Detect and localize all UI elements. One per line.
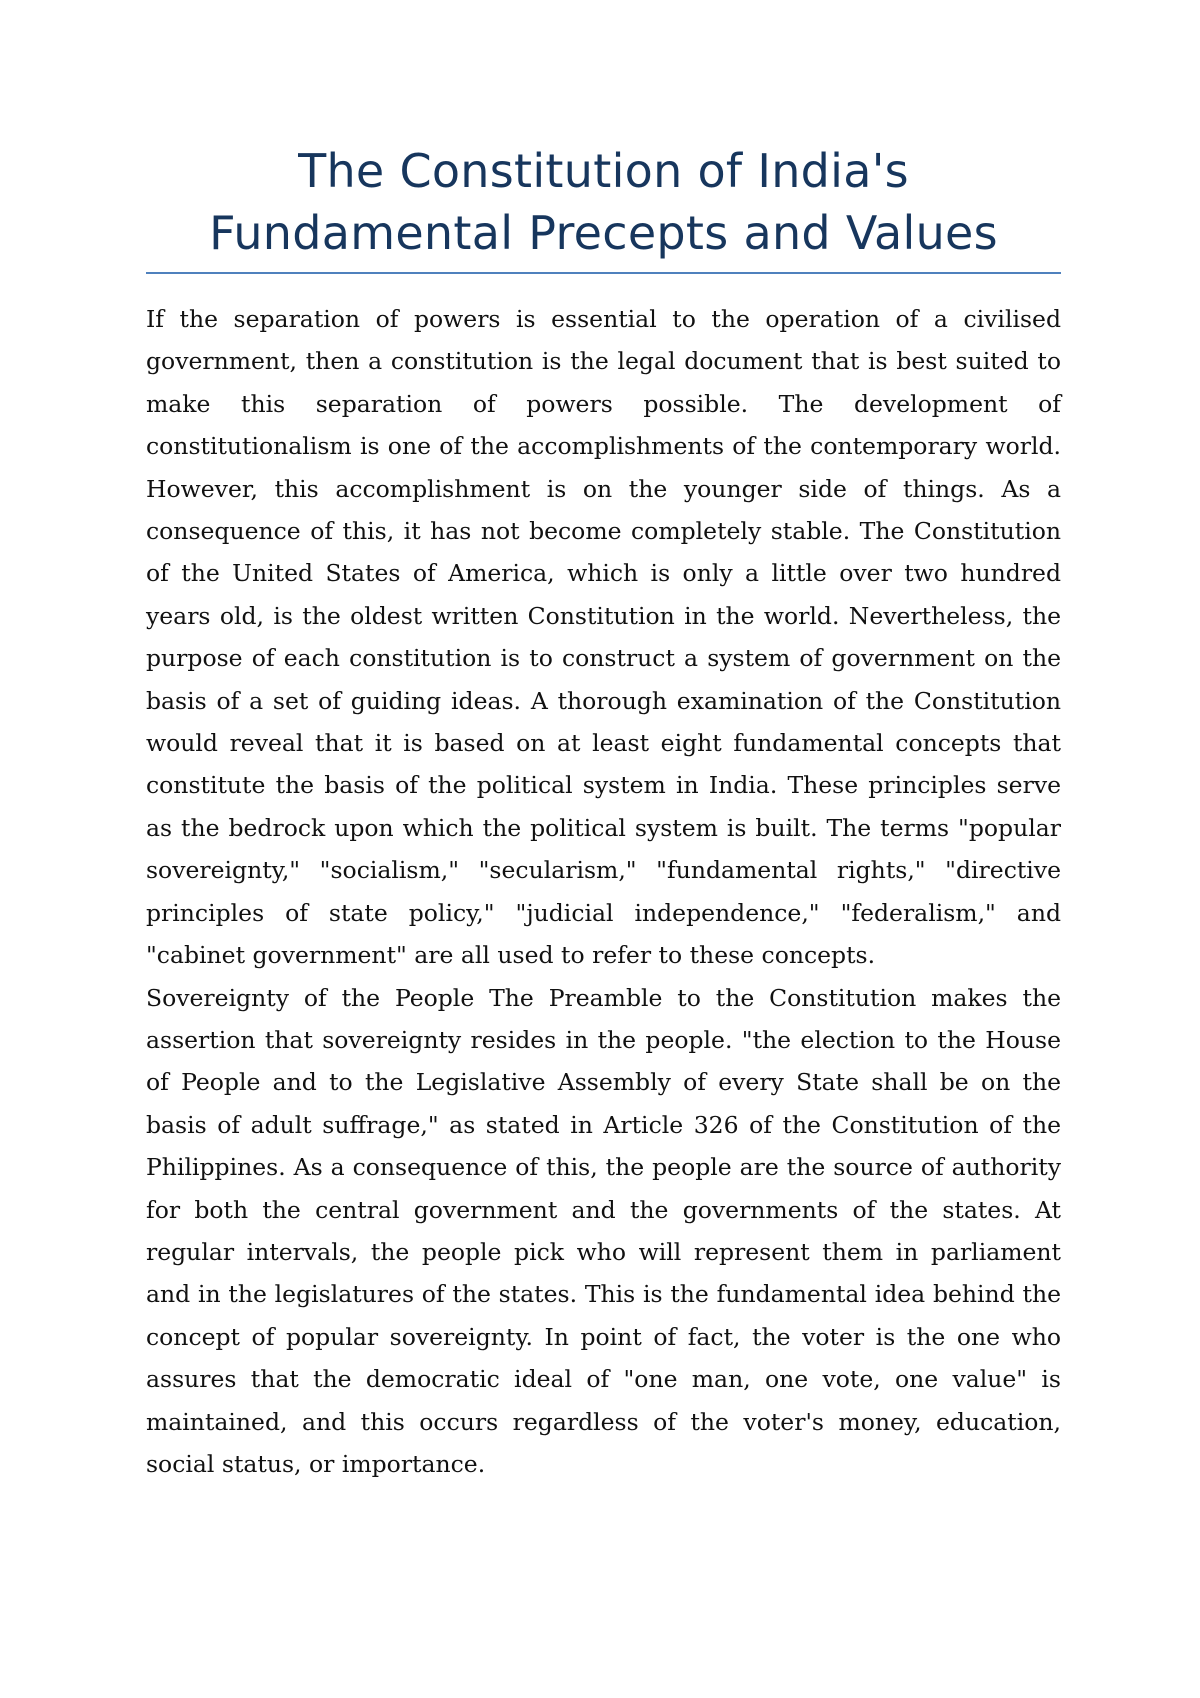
document-title (146, 140, 1061, 264)
title-line-2: Fundamental Precepts and Values (209, 206, 998, 260)
title-line-1: The Constitution of India's (298, 144, 909, 198)
title-divider (146, 272, 1061, 274)
paragraph-intro: If the separation of powers is essential to the operation of a civilised government, then a constitution is the legal document that is best suited to make this separation of powers possible. The development of constitutionalism is one of the accomplishments of the contemporary world. However, this accomplishment is on the younger side of things. As a consequence of this, it has not become completely stable. The Constitution of the United States of America, which is only a little over two hundred years old, is the oldest written Constitution in the world. Nevertheless, the purpose of each constitution is to construct a system of government on the basis of a set of guiding ideas. A thorough examination of the Constitution would reveal that it is based on at least eight fundamental concepts that constitute the basis of the political system in India. These principles serve as the bedrock upon which the political system is built. The terms "popular sovereignty," "socialism," "secularism," "fundamental rights," "directive principles of state policy," "judicial independence," "federalism," and "cabinet government" are all used to refer to these concepts. (146, 305, 1061, 970)
paragraph-sovereignty: Sovereignty of the People The Preamble to the Constitution makes the assertion that sovereignty resides in the people. "the election to the House of People and to the Legislative Assembly of every State shall be on the basis of adult suffrage," as stated in Article 326 of the Constitution of the Philippines. As a consequence of this, the people are the source of authority for both the central government and the governments of the states. At regular intervals, the people pick who will represent them in parliament and in the legislatures of the states. This is the fundamental idea behind the concept of popular sovereignty. In point of fact, the voter is the one who assures that the democratic ideal of "one man, one vote, one value" is maintained, and this occurs regardless of the voter's money, education, social status, or importance. (146, 983, 1061, 1478)
document-page (146, 140, 1061, 1485)
